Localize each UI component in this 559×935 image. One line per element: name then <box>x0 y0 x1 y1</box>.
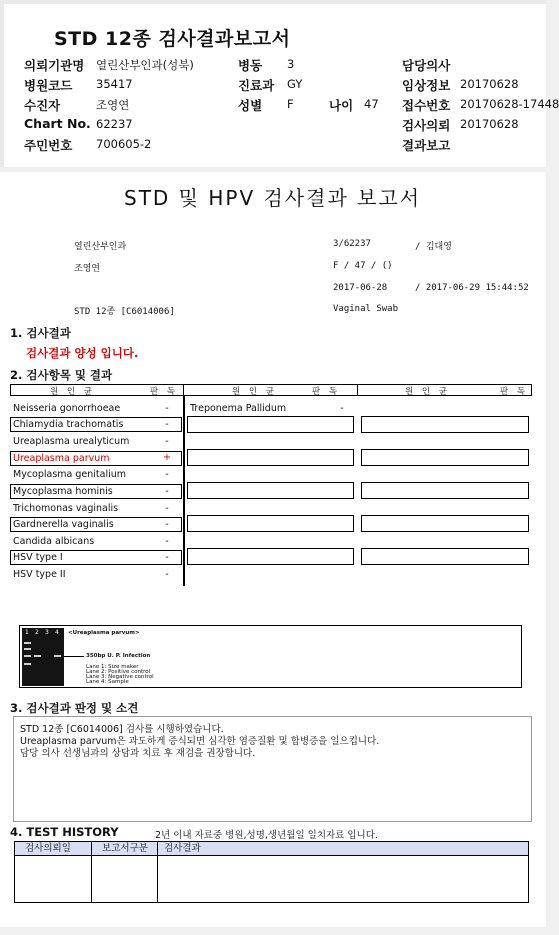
report-body-card <box>0 172 546 927</box>
value-department: GY <box>287 77 303 91</box>
label-request-date: 검사의뢰 <box>402 118 451 133</box>
organism-name: HSV type II <box>13 569 66 580</box>
empty-result-box <box>187 548 354 565</box>
organism-name: Chlamydia trachomatis <box>13 419 124 430</box>
value-resident-no: 700605-2 <box>96 137 152 151</box>
label-sex: 성별 <box>238 98 263 113</box>
gel-lane-number: 2 <box>35 629 39 636</box>
gel-electrophoresis-image <box>22 628 64 686</box>
col1-header-result: 판 독 <box>150 387 179 397</box>
empty-result-box <box>187 449 354 466</box>
col2-header-result: 판 독 <box>312 387 341 397</box>
header-title: STD 12종 검사결과보고서 <box>54 28 291 50</box>
meta-clinic: 열린산부인과 <box>74 242 127 252</box>
gel-image-panel <box>19 625 522 688</box>
label-ward: 병동 <box>238 58 263 73</box>
label-receipt-no: 접수번호 <box>402 98 451 113</box>
label-hospital-code: 병원코드 <box>24 78 73 93</box>
section1-result: 검사결과 양성 입니다. <box>26 346 139 360</box>
opinion-box <box>13 716 532 822</box>
gel-band <box>24 663 31 665</box>
organism-name: Ureaplasma urealyticum <box>13 436 130 447</box>
organism-result: - <box>165 503 169 514</box>
history-col-divider <box>157 856 158 902</box>
opinion-line: 담당 의사 선생님과의 상담과 치료 후 재검을 권장합니다. <box>20 748 256 759</box>
col3-header-result: 판 독 <box>500 387 529 397</box>
organism-result: - <box>165 436 169 447</box>
organism-name: Treponema Pallidum <box>190 403 287 414</box>
organism-name: Mycoplasma hominis <box>13 486 113 497</box>
organism-result-positive: + <box>163 452 171 463</box>
value-hospital-code: 35417 <box>96 77 133 91</box>
value-receipt-no: 20170628-17448 <box>460 97 559 111</box>
label-patient: 수진자 <box>24 98 61 113</box>
gel-pointer-line <box>64 656 84 657</box>
history-header-request-date: 검사의뢰일 <box>15 842 92 856</box>
meta-date2: / 2017-06-29 15:44:52 <box>415 283 529 293</box>
empty-result-box <box>361 416 529 433</box>
history-col-divider <box>91 856 92 902</box>
meta-doctor: / 김대영 <box>415 242 452 252</box>
column-divider <box>183 396 185 586</box>
organism-name: Neisseria gonorrhoeae <box>13 403 121 414</box>
gel-band <box>24 642 31 644</box>
label-result-report: 결과보고 <box>402 138 451 153</box>
empty-result-box <box>361 482 529 499</box>
empty-result-box <box>187 416 354 433</box>
gel-lane-number: 4 <box>55 629 59 636</box>
empty-result-box <box>187 482 354 499</box>
label-chart-no: Chart No. <box>24 116 91 131</box>
label-age: 나이 <box>329 98 354 113</box>
history-note: 2년 이내 자료중 병원,성명,생년월일 일치자료 입니다. <box>155 830 378 841</box>
organism-name: HSV type I <box>13 552 63 563</box>
empty-result-box <box>361 548 529 565</box>
gel-band <box>24 655 31 657</box>
organism-result: - <box>165 469 169 480</box>
organism-result: - <box>165 419 169 430</box>
history-header-result: 검사결과 <box>158 842 528 856</box>
opinion-line: Ureaplasma parvum은 과도하게 증식되면 심각한 염증질환 및 합병증을 일으킵니다. <box>20 736 380 747</box>
value-age: 47 <box>364 97 379 111</box>
opinion-line: STD 12종 [C6014006] 검사를 시행하였습니다. <box>20 724 224 735</box>
col2-header-organism: 원 인 균 <box>232 387 278 397</box>
section3-title: 3. 검사결과 판정 및 소견 <box>10 701 139 715</box>
results-header-divider <box>183 384 184 396</box>
label-department: 진료과 <box>238 78 275 93</box>
organism-result: - <box>165 486 169 497</box>
report-title: STD 및 HPV 검사결과 보고서 <box>124 186 422 210</box>
organism-result: - <box>340 403 344 414</box>
label-institution: 의뢰기관명 <box>24 58 85 73</box>
organism-result: - <box>165 552 169 563</box>
history-header-report-type: 보고서구분 <box>92 842 158 856</box>
organism-name: Trichomonas vaginalis <box>13 503 119 514</box>
empty-result-box <box>187 515 354 532</box>
value-patient: 조영연 <box>96 98 130 112</box>
meta-sex-age: F / 47 / () <box>333 261 393 271</box>
organism-name: Mycoplasma genitalium <box>13 469 127 480</box>
meta-id: 3/62237 <box>333 239 371 249</box>
meta-specimen: Vaginal Swab <box>333 304 399 314</box>
gel-lane-number: 1 <box>25 629 29 636</box>
empty-result-box <box>361 449 529 466</box>
gel-band <box>24 648 31 650</box>
value-sex: F <box>287 97 294 111</box>
label-clinical-info: 임상정보 <box>402 78 451 93</box>
gel-lane-number: 3 <box>45 629 49 636</box>
label-doctor: 담당의사 <box>402 58 451 73</box>
organism-result: - <box>165 403 169 414</box>
meta-patient: 조영연 <box>74 264 101 274</box>
value-clinical-info: 20170628 <box>460 77 519 91</box>
col3-header-organism: 원 인 균 <box>405 387 451 397</box>
gel-legend-item: Lane 1: Size maker <box>86 664 139 670</box>
label-resident-no: 주민번호 <box>24 138 73 153</box>
gel-band <box>34 655 41 657</box>
value-request-date: 20170628 <box>460 117 519 131</box>
organism-result: - <box>165 536 169 547</box>
section1-title: 1. 검사결과 <box>10 326 71 340</box>
gel-caption: <Ureaplasma parvum> <box>68 630 140 636</box>
section4-title: 4. TEST HISTORY <box>10 825 119 839</box>
value-institution: 열린산부인과(성북) <box>96 58 194 72</box>
organism-result: - <box>165 519 169 530</box>
gel-band <box>54 655 61 657</box>
organism-name: Candida albicans <box>13 536 95 547</box>
results-header-divider <box>357 384 358 396</box>
gel-legend-item: Lane 4: Sample <box>86 679 129 685</box>
value-ward: 3 <box>287 57 295 71</box>
organism-name: Gardnerella vaginalis <box>13 519 114 530</box>
meta-date1: 2017-06-28 <box>333 283 388 293</box>
organism-name-positive: Ureaplasma parvum <box>13 453 110 464</box>
section2-title: 2. 검사항목 및 결과 <box>10 368 113 382</box>
gel-legend-item: Lane 3: Negative control <box>86 674 154 680</box>
col1-header-organism: 원 인 균 <box>50 387 96 397</box>
empty-result-box <box>361 515 529 532</box>
meta-test: STD 12종 [C6014006] <box>74 307 175 317</box>
report-header-card <box>0 0 559 167</box>
gel-legend-item: Lane 2: Positive control <box>86 669 151 675</box>
history-table <box>14 841 529 903</box>
value-chart-no: 62237 <box>96 117 133 131</box>
organism-result: - <box>165 569 169 580</box>
gel-band-label: 350bp U. P. Infection <box>86 653 151 659</box>
